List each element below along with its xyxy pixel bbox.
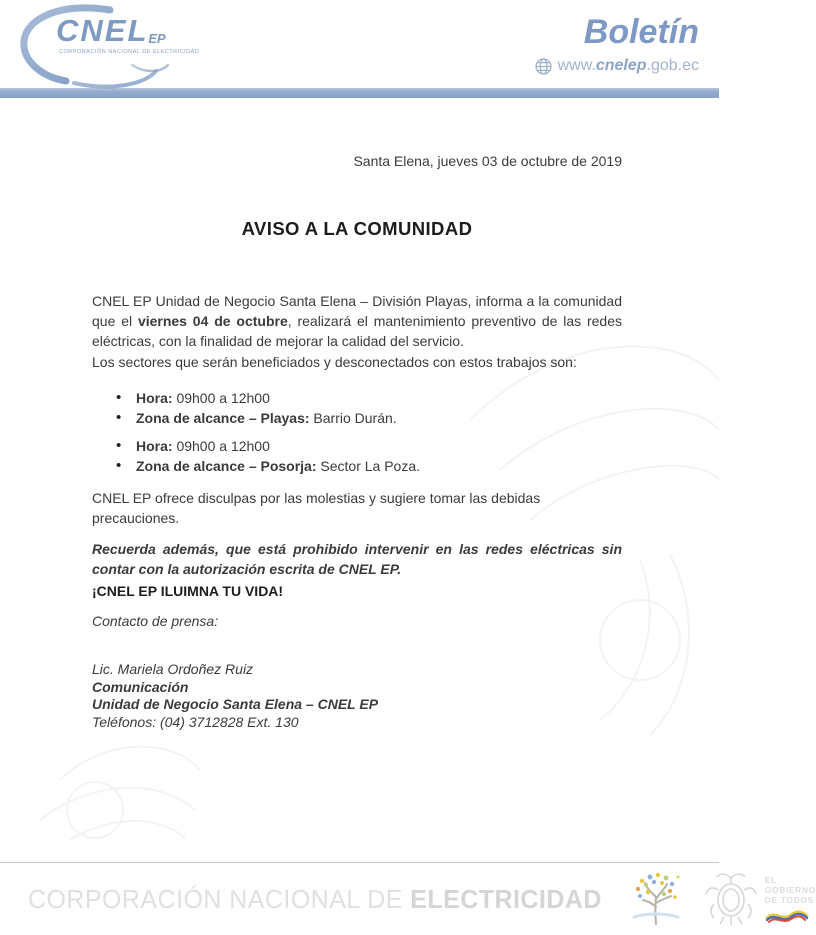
toda-una-vida-tree-logo-icon — [626, 869, 686, 929]
brand-wordmark — [56, 13, 166, 49]
intro-paragraph — [92, 291, 622, 351]
brand-suffix: EP — [148, 31, 166, 46]
press-contact-label: Contacto de prensa: — [92, 613, 219, 629]
warning-paragraph: Recuerda además, que está prohibido intervenir en las redes eléctricas sin contar con la autorización escrita de CNEL EP. — [92, 541, 622, 577]
cnel-logo — [14, 3, 234, 89]
contact-unit: Unidad de Negocio Santa Elena – CNEL EP — [92, 696, 379, 712]
ecuador-coat-of-arms-icon — [702, 870, 760, 928]
slogan: ¡CNEL EP ILUIMNA TU VIDA! — [92, 583, 284, 599]
intro-text-2: , realizará el mantenimiento preventivo de las redes eléctricas, con la finalidad de mejorar la calidad del servicio. — [92, 313, 622, 349]
slogan-line-2: GOBIERNO — [764, 885, 816, 895]
ecuador-government-logo — [702, 870, 816, 928]
schedule-item-hora: • Hora: 09h00 a 12h00 — [92, 436, 622, 456]
header-right — [535, 14, 699, 75]
schedule-item-zona: • Zona de alcance – Playas: Barrio Durán. — [92, 408, 622, 428]
slogan-line-1: EL — [764, 875, 777, 885]
slogan-line-3: DE TODOS — [764, 895, 814, 905]
footer — [0, 862, 816, 935]
schedule-group-posorja — [92, 436, 622, 476]
document-body — [0, 151, 719, 731]
header-divider-bar — [0, 88, 719, 98]
contact-block — [92, 661, 622, 731]
footer-corporation-wordmark: CORPORACIÓN NACIONAL DE ELECTRICIDAD — [28, 883, 602, 914]
globe-icon — [535, 58, 552, 75]
website-row — [535, 57, 699, 75]
sectors-intro: Los sectores que serán beneficiados y desconectados con estos trabajos son: — [92, 354, 577, 370]
footer-logos — [626, 869, 816, 929]
brand-tagline: CORPORACIÓN NACIONAL DE ELECTRICIDAD — [59, 49, 200, 55]
government-slogan — [765, 875, 816, 923]
contact-name: Lic. Mariela Ordoñez Ruiz — [92, 661, 254, 677]
schedule-item-zona: • Zona de alcance – Posorja: Sector La Poza. — [92, 456, 622, 476]
schedule-group-playas — [92, 388, 622, 428]
bulletin-label: Boletín — [583, 13, 699, 51]
intro-highlight-date: viernes 04 de octubre — [137, 313, 288, 329]
dateline: Santa Elena, jueves 03 de octubre de 2019 — [353, 153, 622, 169]
schedule-item-hora: • Hora: 09h00 a 12h00 — [92, 388, 622, 408]
brand-name: CNEL — [56, 13, 149, 48]
flag-wave-icon — [765, 908, 809, 923]
apology-paragraph: CNEL EP ofrece disculpas por las molestias y sugiere tomar las debidas precauciones. — [92, 490, 541, 526]
header — [0, 0, 719, 88]
contact-phones: Teléfonos: (04) 3712828 Ext. 130 — [92, 713, 299, 730]
website-url: www.cnelep.gob.ec — [557, 57, 699, 74]
document-title: AVISO A LA COMUNIDAD — [241, 218, 473, 239]
intro-text-1: CNEL EP Unidad de Negocio Santa Elena – División Playas, informa a la comunidad que el — [92, 293, 622, 329]
contact-department: Comunicación — [92, 678, 189, 695]
